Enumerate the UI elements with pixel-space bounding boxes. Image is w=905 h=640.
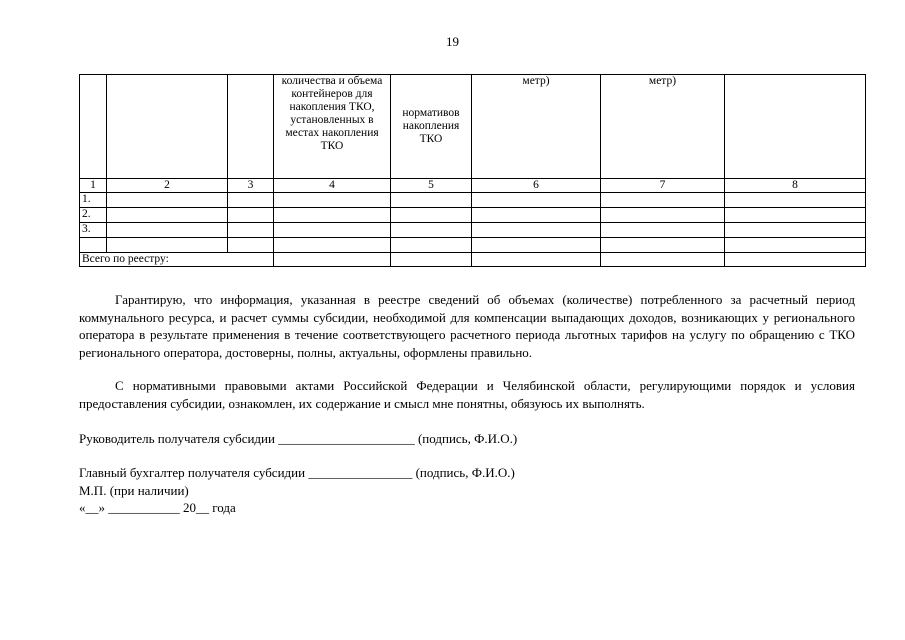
table-cell: [107, 208, 228, 223]
table-cell: [228, 238, 274, 253]
registry-table: [79, 74, 866, 267]
table-cell: [601, 223, 725, 238]
table-cell: [725, 238, 866, 253]
table-cell: [228, 193, 274, 208]
table-row: [80, 223, 866, 238]
column-number: 5: [391, 179, 472, 193]
table-cell: [274, 238, 391, 253]
header-cell: [80, 75, 107, 179]
table-cell: [601, 238, 725, 253]
column-number: 8: [725, 179, 866, 193]
column-number: 1: [80, 179, 107, 193]
table-cell: [274, 223, 391, 238]
table-cell: [391, 193, 472, 208]
column-number: 7: [601, 179, 725, 193]
table-cell: [80, 238, 107, 253]
head-signature-line: Руководитель получателя субсидии _____________________ (подпись, Ф.И.О.): [79, 431, 518, 446]
header-cell: [725, 75, 866, 179]
guarantee-paragraph: [79, 291, 855, 361]
table-cell: [107, 238, 228, 253]
table-cell: [107, 193, 228, 208]
table-cell: [391, 253, 472, 267]
acknowledgement-paragraph: [79, 377, 855, 412]
table-cell: [725, 193, 866, 208]
table-cell: [228, 223, 274, 238]
table-cell: [472, 208, 601, 223]
guarantee-text: Гарантирую, что информация, указанная в реестре сведений об объемах (количестве) потребленного за расчетный период коммунального ресурса, и расчет суммы субсидии, необходимой для компенсации выпадающих доходов, возникающих у регионального оператора в результате применения в течение соответствующего расчетного периода льготных тарифов на услугу по обращению с ТКО регионального оператора, достоверны, полны, актуальны, оформлены правильно.: [79, 292, 855, 360]
total-label: Всего по реестру:: [80, 253, 274, 267]
table-cell: [725, 253, 866, 267]
acknowledgement-text: С нормативными правовыми актами Российской Федерации и Челябинской области, регулирующими порядок и условия предоставления субсидии, ознакомлен, их содержание и смысл мне понятны, обязуюсь их выполнять.: [79, 378, 855, 411]
table-cell: [601, 253, 725, 267]
header-cell: метр): [601, 75, 725, 179]
column-number: 3: [228, 179, 274, 193]
header-cell: метр): [472, 75, 601, 179]
table-cell: [725, 208, 866, 223]
table-cell: [274, 193, 391, 208]
row-number: 2.: [80, 208, 107, 223]
column-number: 4: [274, 179, 391, 193]
table-cell: [107, 223, 228, 238]
column-number: 6: [472, 179, 601, 193]
table-cell: [274, 208, 391, 223]
stamp-line: М.П. (при наличии): [79, 483, 189, 498]
column-number-row: [80, 179, 866, 193]
table-cell: [725, 223, 866, 238]
header-cell: [228, 75, 274, 179]
header-cell: нормативов накопления ТКО: [391, 75, 472, 179]
total-row: [80, 253, 866, 267]
table-cell: [391, 208, 472, 223]
table-cell: [601, 193, 725, 208]
row-number: 3.: [80, 223, 107, 238]
table-cell: [274, 253, 391, 267]
table-cell: [472, 223, 601, 238]
header-cell: [107, 75, 228, 179]
table-cell: [391, 223, 472, 238]
table-cell: [472, 193, 601, 208]
date-line: «__» ___________ 20__ года: [79, 500, 236, 515]
table-cell: [601, 208, 725, 223]
table-cell: [228, 208, 274, 223]
accountant-signature-line: Главный бухгалтер получателя субсидии ________________ (подпись, Ф.И.О.): [79, 465, 515, 480]
table-row: [80, 238, 866, 253]
table-cell: [391, 238, 472, 253]
table-cell: [472, 253, 601, 267]
table-cell: [472, 238, 601, 253]
page-number: 19: [446, 34, 459, 49]
header-cell: количества и объема контейнеров для накопления ТКО, установленных в местах накопления ТКО: [274, 75, 391, 179]
table-row: [80, 208, 866, 223]
table-row: [80, 193, 866, 208]
table-header-row: [80, 75, 866, 179]
column-number: 2: [107, 179, 228, 193]
row-number: 1.: [80, 193, 107, 208]
